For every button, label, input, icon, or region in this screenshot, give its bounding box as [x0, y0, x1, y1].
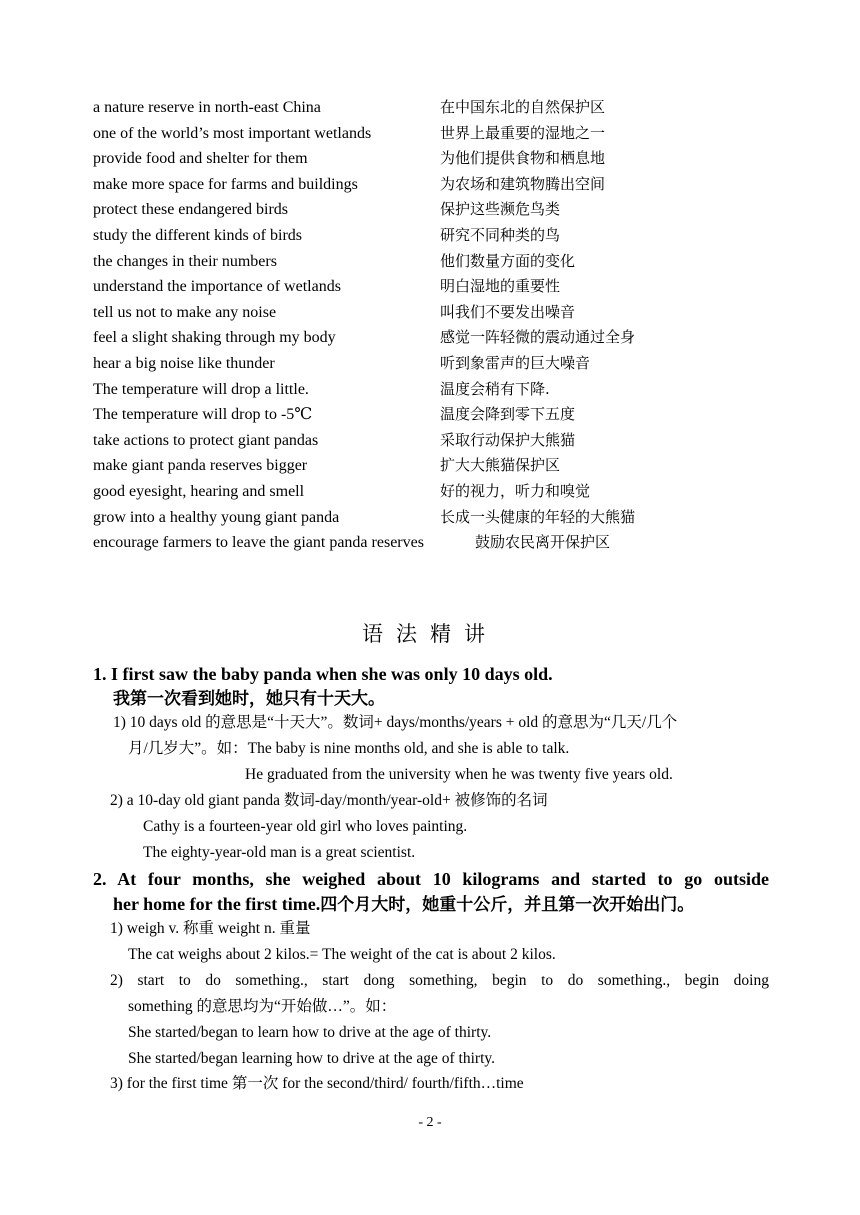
vocab-english: make giant panda reserves bigger	[93, 457, 308, 475]
note-2-2-line-2: something 的意思均为“开始做…”。如：	[128, 998, 397, 1015]
note-2-2-line-3: She started/began to learn how to drive at the age of thirty.	[128, 1024, 492, 1041]
note-1-2-line-3: The eighty-year-old man is a great scientist.	[143, 844, 416, 861]
vocab-english: The temperature will drop to -5℃	[93, 406, 313, 424]
vocab-row	[93, 223, 793, 249]
vocab-row	[93, 172, 793, 198]
vocab-chinese: 为农场和建筑物腾出空间	[440, 174, 606, 193]
vocabulary-list	[93, 95, 793, 556]
vocab-english: understand the importance of wetlands	[93, 278, 341, 296]
vocab-chinese: 长成一头健康的年轻的大熊猫	[440, 507, 636, 526]
vocab-english: protect these endangered birds	[93, 201, 289, 219]
vocab-english: a nature reserve in north-east China	[93, 99, 321, 116]
vocab-english: encourage farmers to leave the giant panda reserves	[93, 534, 424, 552]
note-2-3-line-1: 3) for the first time 第一次 for the second/third/ fourth/fifth…time	[110, 1075, 524, 1092]
vocab-english: study the different kinds of birds	[93, 226, 303, 244]
vocab-chinese: 为他们提供食物和栖息地	[440, 149, 606, 168]
vocab-english: hear a big noise like thunder	[93, 354, 275, 372]
vocab-chinese: 感觉一阵轻微的震动通过全身	[440, 328, 636, 347]
vocab-row	[93, 530, 793, 556]
grammar-point-2-translation: 四个月大时，她重十公斤，并且第一次开始出门。	[320, 895, 695, 915]
vocab-chinese: 温度会稍有下降.	[440, 379, 550, 398]
vocab-english: take actions to protect giant pandas	[93, 431, 319, 449]
vocab-row	[93, 428, 793, 454]
grammar-point-2-heading-line-2	[113, 892, 694, 917]
page-number: - 2 -	[418, 1115, 442, 1130]
vocab-english: make more space for farms and buildings	[93, 175, 358, 193]
vocab-english: provide food and shelter for them	[93, 150, 308, 168]
vocab-row	[93, 325, 793, 351]
vocab-english: feel a slight shaking through my body	[93, 329, 336, 347]
note-2-1-line-1: 1) weigh v. 称重 weight n. 重量	[110, 920, 311, 937]
note-1-2-line-2: Cathy is a fourteen-year old girl who loves painting.	[143, 818, 468, 835]
vocab-chinese: 研究不同种类的鸟	[440, 225, 561, 244]
vocab-english: grow into a healthy young giant panda	[93, 508, 340, 526]
note-2-1-line-2: The cat weighs about 2 kilos.= The weight of the cat is about 2 kilos.	[128, 946, 556, 963]
vocab-chinese: 鼓励农民离开保护区	[475, 533, 611, 552]
vocab-row	[93, 197, 793, 223]
vocab-english: one of the world’s most important wetlands	[93, 124, 372, 142]
note-1-1-line-2: 月/几岁大”。如：The baby is nine months old, and she is able to talk.	[128, 740, 570, 757]
vocab-row	[93, 146, 793, 172]
grammar-section-title: 语法精讲	[362, 622, 498, 646]
vocab-english: the changes in their numbers	[93, 252, 277, 270]
note-2-2-line-1: 2) start to do something., start dong something, begin to do something., begin doing	[110, 972, 769, 989]
vocab-row	[93, 377, 793, 403]
vocab-chinese: 叫我们不要发出噪音	[440, 302, 576, 321]
note-1-2-line-1: 2) a 10-day old giant panda 数词-day/month/year-old+ 被修饰的名词	[110, 792, 548, 809]
note-1-1-line-3: He graduated from the university when he was twenty five years old.	[245, 766, 673, 783]
vocab-row	[93, 249, 793, 275]
vocab-english: The temperature will drop a little.	[93, 380, 309, 398]
vocab-chinese: 温度会降到零下五度	[440, 405, 576, 424]
vocab-chinese: 采取行动保护大熊猫	[440, 430, 576, 449]
grammar-point-2-heading: 2. At four months, she weighed about 10 kilograms and started to go outside	[93, 869, 769, 889]
note-2-2-line-4: She started/began learning how to drive at the age of thirty.	[128, 1050, 496, 1067]
note-1-1-line-1: 1) 10 days old 的意思是“十天大”。数词+ days/months/years + old 的意思为“几天/几个	[113, 714, 678, 731]
vocab-row	[93, 121, 793, 147]
vocab-row	[93, 274, 793, 300]
vocab-chinese: 听到象雷声的巨大噪音	[440, 353, 591, 372]
vocab-chinese: 扩大大熊猫保护区	[440, 456, 561, 475]
grammar-point-1-heading: 1. I first saw the baby panda when she was only 10 days old.	[93, 664, 553, 684]
vocab-chinese: 保护这些濒危鸟类	[440, 200, 561, 219]
vocab-chinese: 好的视力，听力和嗅觉	[440, 481, 591, 500]
grammar-point-2-heading-end: her home for the first time.	[113, 894, 321, 914]
vocab-row	[93, 402, 793, 428]
vocab-chinese: 在中国东北的自然保护区	[440, 98, 606, 116]
vocab-row	[93, 300, 793, 326]
vocab-row	[93, 95, 793, 121]
vocab-row	[93, 453, 793, 479]
vocab-chinese: 明白湿地的重要性	[440, 277, 561, 296]
vocab-chinese: 世界上最重要的湿地之一	[440, 123, 606, 142]
vocab-english: tell us not to make any noise	[93, 303, 277, 321]
vocab-row	[93, 479, 793, 505]
vocab-row	[93, 351, 793, 377]
vocab-chinese: 他们数量方面的变化	[440, 251, 576, 270]
vocab-english: good eyesight, hearing and smell	[93, 482, 305, 500]
grammar-point-1-translation: 我第一次看到她时，她只有十天大。	[113, 689, 385, 709]
vocab-row	[93, 505, 793, 531]
